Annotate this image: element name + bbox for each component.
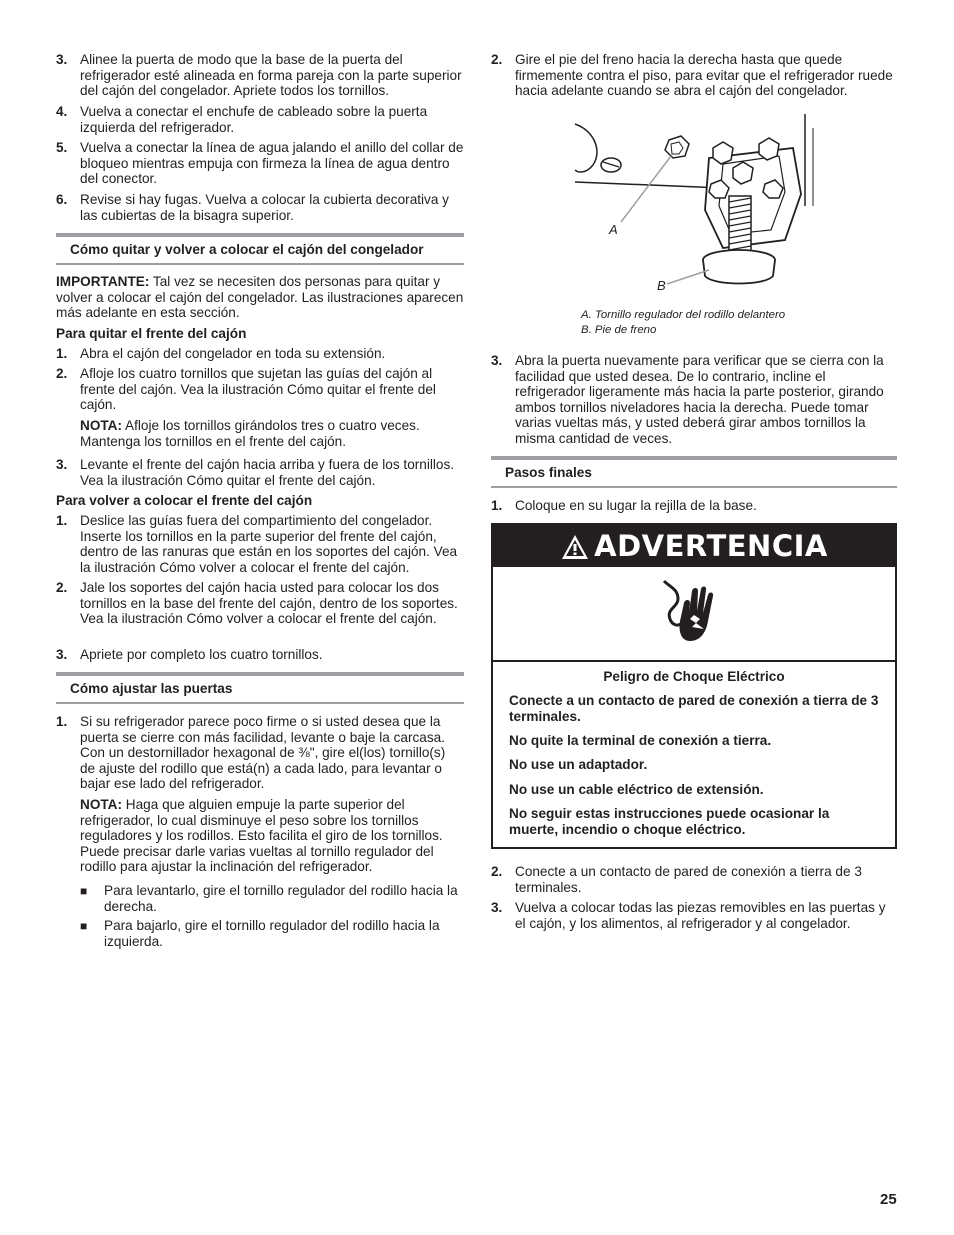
important-label: IMPORTANTE: <box>56 274 150 289</box>
item-number: 2. <box>56 366 68 381</box>
list-item <box>56 580 464 627</box>
list-item <box>491 498 897 514</box>
note-label: NOTA: <box>80 797 123 812</box>
item-number: 3. <box>56 457 68 472</box>
list-item <box>491 52 897 99</box>
warning-icon-area <box>493 567 895 662</box>
list-item <box>491 353 897 447</box>
warning-line: Conecte a un contacto de pared de conexión a tierra de 3 terminales. <box>509 693 879 724</box>
list-item <box>56 457 464 488</box>
item-text: Coloque en su lugar la rejilla de la base. <box>515 498 757 513</box>
list-item <box>56 192 464 223</box>
item-number: 1. <box>56 513 68 528</box>
list-item <box>56 366 464 413</box>
list-item <box>56 104 464 135</box>
roller-screw-bolt <box>665 136 689 158</box>
item-number: 5. <box>56 140 68 155</box>
warning-box <box>491 523 897 849</box>
item-number: 2. <box>491 52 503 67</box>
list-item <box>56 140 464 187</box>
heading-text: Cómo ajustar las puertas <box>70 681 233 696</box>
note-text: Afloje los tornillos girándolos tres o cuatro veces. Mantenga los tornillos en el frente del cajón. <box>80 418 420 449</box>
item-text: Conecte a un contacto de pared de conexión a tierra de 3 terminales. <box>515 864 862 895</box>
warning-triangle-icon <box>560 533 590 561</box>
item-text: Alinee la puerta de modo que la base de la puerta del refrigerador esté alineada en forma pareja con la parte superior del cajón del congelador. Apriete todos los tornillos. <box>80 52 462 99</box>
item-text: Si su refrigerador parece poco firme o si usted desea que la puerta se cierre con más facilidad, levante o baje la carcasa. Con un destornillador hexagonal de ⅜", gire el(los) tornillo(s) de ajuste del rodillo que está(n) a cada lado, para levantar o bajar ese lado del refrigerador. <box>80 714 446 792</box>
subheading-remove: Para quitar el frente del cajón <box>56 326 247 341</box>
bullet-item <box>56 883 464 914</box>
list-item <box>491 900 897 931</box>
item-number: 3. <box>491 353 503 368</box>
list-item <box>56 647 464 663</box>
item-text: Abra la puerta nuevamente para verificar que se cierra con la facilidad que usted desea. De lo contrario, incline el refrigerador ligeramente más hacia la parte posterior, girando ambos tornillos niveladores hacia la derecha. Puede tomar varias vueltas más, y usted deberá girar ambos tornillos la misma cantidad de veces. <box>515 353 884 446</box>
item-number: 3. <box>491 900 503 915</box>
bullet-text: Para bajarlo, gire el tornillo regulador del rodillo hacia la izquierda. <box>104 918 440 949</box>
figure-label-b: B <box>657 278 666 293</box>
bullet-item <box>56 918 464 949</box>
heading-text: Cómo quitar y volver a colocar el cajón del congelador <box>70 242 424 257</box>
list-item <box>56 52 464 99</box>
note-paragraph <box>56 797 464 875</box>
item-text: Gire el pie del freno hacia la derecha hasta que quede firmemente contra el piso, para evitar que el refrigerador ruede hacia adelante cuando se abra el cajón del congelador. <box>515 52 893 99</box>
brake-foot-base <box>703 260 775 284</box>
item-text: Vuelva a colocar todas las piezas removibles en las puertas y el cajón, y los alimentos, al refrigerador y al congelador. <box>515 900 886 931</box>
figure-label-a: A <box>609 222 618 237</box>
item-text: Apriete por completo los cuatro tornillos. <box>80 647 323 662</box>
item-text: Revise si hay fugas. Vuelva a colocar la cubierta decorativa y las cubiertas de la bisagra superior. <box>80 192 449 223</box>
item-text: Vuelva a conectar la línea de agua jalando el anillo del collar de bloqueo mientras empuja con firmeza la línea de agua dentro del conector. <box>80 140 464 187</box>
list-item <box>56 714 464 792</box>
item-number: 6. <box>56 192 68 207</box>
warning-hazard: Peligro de Choque Eléctrico <box>603 669 785 684</box>
item-number: 1. <box>56 714 68 729</box>
warning-line: No quite la terminal de conexión a tierra. <box>509 733 772 748</box>
leader-line-a <box>621 156 671 222</box>
important-text: Tal vez se necesiten dos personas para quitar y volver a colocar el cajón del congelador. Las ilustraciones aparecen más adelante en esta sección. <box>56 274 464 321</box>
heading-text: Pasos finales <box>505 465 592 480</box>
note-paragraph <box>56 418 464 449</box>
item-text: Vuelva a conectar el enchufe de cableado sobre la puerta izquierda del refrigerador. <box>80 104 428 135</box>
section-heading-drawer <box>56 233 464 265</box>
item-text: Levante el frente del cajón hacia arriba y fuera de los tornillos. Vea la ilustración Cómo quitar el frente del cajón. <box>80 457 455 488</box>
item-number: 2. <box>491 864 503 879</box>
warning-header <box>493 525 895 567</box>
item-number: 1. <box>56 346 68 361</box>
figure-caption-b: B. Pie de freno <box>581 324 657 336</box>
section-heading-doors <box>56 672 464 704</box>
note-text: Haga que alguien empuje la parte superior del refrigerador, lo cual disminuye el peso sobre los tornillos reguladores y los rodillos. Esto facilita el giro de los tornillos. Puede precisar darle varias vueltas al tornillo regulador del rodillo para ajustar la inclinación del refrigerador. <box>80 797 443 875</box>
item-number: 3. <box>56 52 68 67</box>
bracket-nut <box>713 142 733 164</box>
item-text: Jale los soportes del cajón hacia usted para colocar los dos tornillos en la base del frente del cajón, dentro de los soportes. Vea la ilustración Cómo volver a colocar el frente del cajón. <box>80 580 458 627</box>
subheading-replace: Para volver a colocar el frente del cajón <box>56 493 313 508</box>
leader-line-b <box>667 270 709 284</box>
note-label: NOTA: <box>80 418 123 433</box>
bracket-nut <box>759 138 779 160</box>
brake-foot-illustration <box>573 110 833 300</box>
electric-shock-hand-icon <box>656 577 722 647</box>
item-number: 1. <box>491 498 503 513</box>
warning-line: No seguir estas instrucciones puede ocasionar la muerte, incendio o choque eléctrico. <box>509 806 830 837</box>
warning-title: ADVERTENCIA <box>594 529 828 563</box>
list-item <box>491 864 897 895</box>
page-number: 25 <box>880 1191 897 1208</box>
item-number: 2. <box>56 580 68 595</box>
item-text: Deslice las guías fuera del compartimiento del congelador. Inserte los tornillos en la parte superior del frente del cajón, dentro de las ranuras que están en los soportes del cajón. Vea la ilustración Cómo volver a colocar el frente del cajón. <box>80 513 458 575</box>
screw-slot-line <box>603 162 619 167</box>
item-number: 4. <box>56 104 68 119</box>
bullet-icon: ■ <box>80 919 88 933</box>
bullet-icon: ■ <box>80 884 88 898</box>
bullet-text: Para levantarlo, gire el tornillo regulador del rodillo hacia la derecha. <box>104 883 458 914</box>
figure-caption-a: A. Tornillo regulador del rodillo delantero <box>581 309 786 321</box>
section-heading-final <box>491 456 897 488</box>
frame-curve <box>575 124 597 172</box>
list-item <box>56 513 464 575</box>
item-text: Abra el cajón del congelador en toda su extensión. <box>80 346 386 361</box>
list-item <box>56 346 464 362</box>
warning-line: No use un adaptador. <box>509 757 648 772</box>
item-number: 3. <box>56 647 68 662</box>
item-text: Afloje los cuatro tornillos que sujetan las guías del cajón al frente del cajón. Vea la ilustración Cómo quitar el frente del cajón. <box>80 366 436 413</box>
important-paragraph <box>56 274 464 321</box>
warning-line: No use un cable eléctrico de extensión. <box>509 782 764 797</box>
